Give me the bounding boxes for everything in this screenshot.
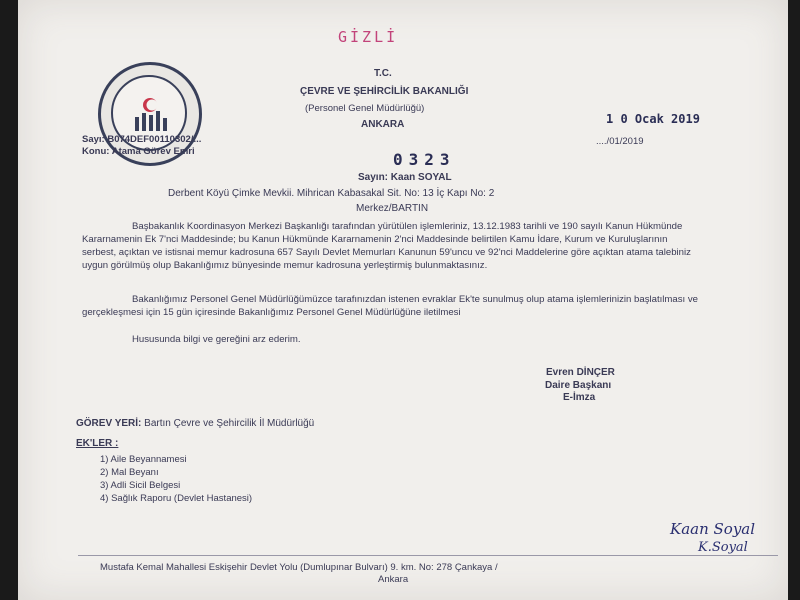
- reference-number: Sayı: B074DEF00110302/...: [82, 134, 202, 145]
- signatory-name: Evren DİNÇER: [546, 367, 615, 378]
- attachment-item: 2) Mal Beyanı: [100, 467, 159, 478]
- recipient-address: Derbent Köyü Çimke Mevkii. Mihrican Kabasakal Sit. No: 13 İç Kapı No: 2: [168, 188, 495, 199]
- paragraph-1: Başbakanlık Koordinasyon Merkezi Başkanlığı tarafından yürütülen işlemleriniz, 13.12.1983 tarihli ve 190 sayılı Kanun Hükmünde Kararnamenin Ek 7'nci Maddesinde; bu Kanun Hükmünde Kararnamenin 2'nci Maddesinde belirtilen Kamu İdare, Kurum ve Kuruluşlarının serbest, açıktan ve istisnai memur kadrosuna 657 Sayılı Devlet Memurları Kanunun 59'uncu ve 92'nci Maddelerine göre açıktan atama talebiniz uygun görülmüş olup Bakanlığımız bünyesinde memur kadrosuna yerleştirmiş bulunmaktasınız.: [82, 221, 691, 271]
- paragraph-2: Bakanlığımız Personel Genel Müdürlüğümüzce tarafınızdan istenen evraklar Ek'te sunulmuş olup atama işlemlerinizin başlatılması ve gerçekleşmesi için 15 gün içiresinde Bakanlığımız Personel Genel Müdürlüğüne iletilmesi: [82, 294, 699, 318]
- document-page: [18, 0, 788, 600]
- classification-stamp: GİZLİ: [338, 28, 399, 46]
- header-ministry: ÇEVRE VE ŞEHİRCİLİK BAKANLIĞI: [300, 86, 469, 97]
- footer-address-line2: Ankara: [378, 574, 409, 585]
- subject-line: Konu: Atama Görev Emri: [82, 146, 195, 157]
- attachment-item: 4) Sağlık Raporu (Devlet Hastanesi): [100, 493, 253, 504]
- paragraph-3: Hususunda bilgi ve gereğini arz ederim.: [132, 334, 301, 345]
- header-department: (Personel Genel Müdürlüğü): [305, 103, 425, 114]
- date-line: ..../01/2019: [596, 136, 644, 147]
- footer-divider: [78, 555, 778, 556]
- handwritten-name: Kaan Soyal: [670, 520, 756, 538]
- attachment-item: 1) Aile Beyannamesi: [100, 454, 187, 465]
- recipient-city: Merkez/BARTIN: [356, 203, 429, 214]
- attachments-title: EK'LER :: [76, 438, 119, 449]
- signatory-title: Daire Başkanı: [545, 380, 612, 391]
- assignment-location-label: GÖREV YERİ:: [76, 418, 142, 429]
- footer-address-line1: Mustafa Kemal Mahallesi Eskişehir Devlet Yolu (Dumlupınar Bulvarı) 9. km. No: 278 Çankaya /: [100, 562, 498, 573]
- recipient-name: Sayın: Kaan SOYAL: [358, 172, 452, 183]
- document-number-stamp: 0323: [393, 150, 456, 169]
- attachment-item: 3) Adli Sicil Belgesi: [100, 480, 181, 491]
- assignment-location: [76, 418, 314, 429]
- e-signature-note: E-İmza: [563, 392, 596, 403]
- header-tc: T.C.: [374, 68, 392, 79]
- assignment-location-value: Bartın Çevre ve Şehircilik İl Müdürlüğü: [144, 418, 315, 429]
- date-stamp: 1 0 Ocak 2019: [606, 112, 700, 126]
- handwritten-signature: K.Soyal: [698, 540, 748, 555]
- header-city: ANKARA: [361, 119, 405, 130]
